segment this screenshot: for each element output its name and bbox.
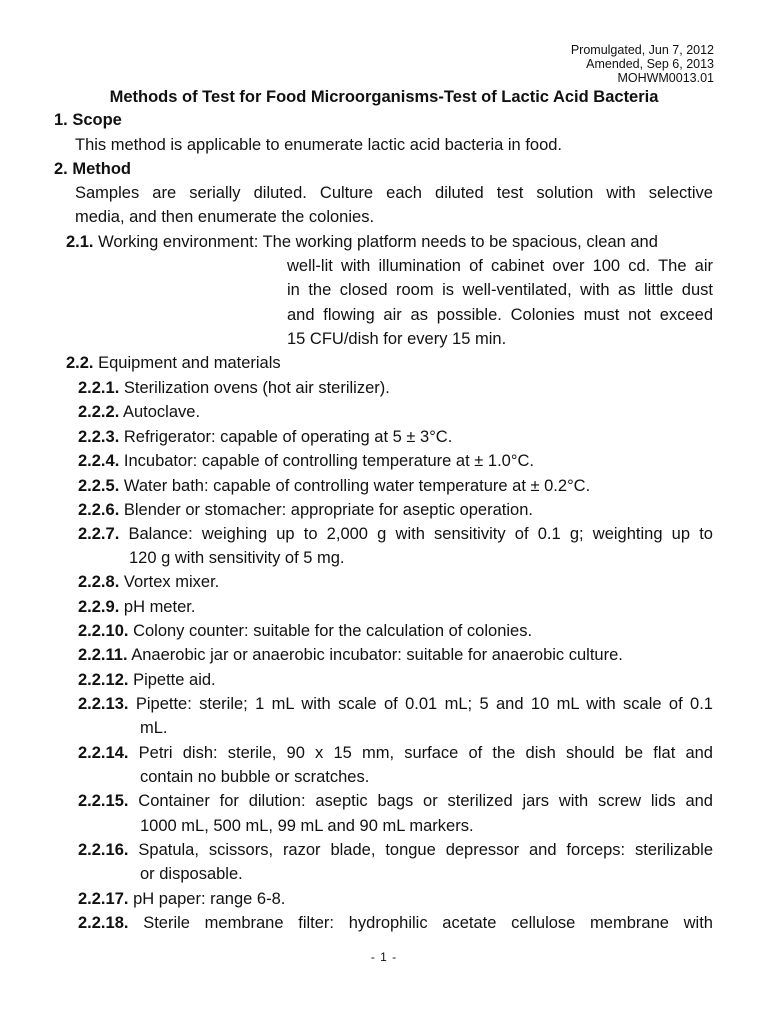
item-text: Sterilization ovens (hot air sterilizer). [123, 379, 390, 397]
item-number: 2.2.3. [78, 428, 120, 446]
item-text: Blender or stomacher: appropriate for aseptic operation. [123, 501, 533, 519]
list-item [78, 500, 533, 520]
list-item [78, 743, 713, 763]
list-item-continuation: or disposable. [140, 865, 243, 883]
item-number: 2.2. [66, 354, 94, 372]
list-item [78, 402, 200, 422]
item-number: 2.2.12. [78, 671, 129, 689]
item-number: 2.2.16. [78, 841, 129, 859]
item-number: 2.2.8. [78, 573, 120, 591]
amended-date: Amended, Sep 6, 2013 [586, 57, 714, 71]
list-item-continuation: contain no bubble or scratches. [140, 768, 370, 786]
item-number: 2.2.13. [78, 695, 129, 713]
document-title: Methods of Test for Food Microorganisms-Test of Lactic Acid Bacteria [109, 88, 659, 106]
document-header [571, 43, 714, 85]
list-item [78, 621, 532, 641]
item-number: 2.2.2. [78, 403, 120, 421]
list-item [78, 451, 534, 471]
item-text: Equipment and materials [98, 354, 281, 372]
list-item [78, 427, 452, 447]
list-item-continuation: mL. [140, 719, 168, 737]
item-text: pH paper: range 6-8. [133, 890, 286, 908]
working-environment-line: well-lit with illumination of cabinet over 100 cd. The air [287, 257, 713, 275]
list-item [78, 840, 713, 860]
item-text: Sterile membrane filter: hydrophilic acetate cellulose membrane with [143, 914, 713, 932]
item-text: Incubator: capable of controlling temperature at ± 1.0°C. [123, 452, 534, 470]
page-number: - 1 - [370, 950, 398, 964]
method-text-line: media, and then enumerate the colonies. [75, 208, 375, 226]
list-item [78, 597, 195, 617]
item-text: Working environment: The working platform needs to be spacious, clean and [98, 233, 658, 251]
item-text: Refrigerator: capable of operating at 5 ± 3°C. [123, 428, 453, 446]
list-item-continuation: 120 g with sensitivity of 5 mg. [129, 549, 345, 567]
list-item [78, 476, 590, 496]
list-item [78, 524, 713, 544]
item-text: Petri dish: sterile, 90 x 15 mm, surface of the dish should be flat and [138, 744, 713, 762]
list-item [78, 378, 390, 398]
section-heading-scope: 1. Scope [54, 111, 122, 129]
item-number: 2.2.14. [78, 744, 129, 762]
item-number: 2.2.9. [78, 598, 120, 616]
list-item [78, 670, 216, 690]
item-text: Balance: weighing up to 2,000 g with sensitivity of 0.1 g; weighting up to [128, 525, 713, 543]
item-text: Vortex mixer. [123, 573, 220, 591]
section-heading-method: 2. Method [54, 160, 131, 178]
item-number: 2.2.4. [78, 452, 120, 470]
item-number: 2.2.18. [78, 914, 129, 932]
list-item [78, 645, 623, 665]
scope-text: This method is applicable to enumerate lactic acid bacteria in food. [75, 136, 563, 154]
list-item [78, 572, 219, 592]
working-environment-line: in the closed room is well-ventilated, with as little dust [287, 281, 713, 299]
list-item [78, 913, 713, 933]
item-number: 2.1. [66, 233, 94, 251]
item-text: Colony counter: suitable for the calculation of colonies. [133, 622, 533, 640]
list-item [78, 791, 713, 811]
item-number: 2.2.15. [78, 792, 129, 810]
list-item [78, 889, 285, 909]
working-environment-line: and flowing air as possible. Colonies must not exceed [287, 306, 713, 324]
promulgated-date: Promulgated, Jun 7, 2012 [570, 43, 714, 57]
item-text: pH meter. [123, 598, 196, 616]
item-number: 2.2.11. [78, 646, 128, 664]
item-text: Anaerobic jar or anaerobic incubator: suitable for anaerobic culture. [131, 646, 623, 664]
item-text: Pipette: sterile; 1 mL with scale of 0.01 mL; 5 and 10 mL with scale of 0.1 [135, 695, 713, 713]
item-number: 2.2.10. [78, 622, 129, 640]
item-text: Water bath: capable of controlling water temperature at ± 0.2°C. [123, 477, 591, 495]
item-number: 2.2.1. [78, 379, 120, 397]
list-item-continuation: 1000 mL, 500 mL, 99 mL and 90 mL markers. [140, 817, 474, 835]
item-number: 2.2.6. [78, 501, 120, 519]
item-text: Container for dilution: aseptic bags or sterilized jars with screw lids and [138, 792, 713, 810]
item-text: Spatula, scissors, razor blade, tongue depressor and forceps: sterilizable [138, 841, 713, 859]
working-environment-paragraph [66, 232, 658, 252]
method-text-line: Samples are serially diluted. Culture each diluted test solution with selective [75, 184, 713, 202]
list-item [78, 694, 713, 714]
equipment-heading [66, 353, 281, 373]
working-environment-line: 15 CFU/dish for every 15 min. [287, 330, 507, 348]
item-number: 2.2.7. [78, 525, 120, 543]
item-text: Autoclave. [122, 403, 201, 421]
document-code: MOHWM0013.01 [617, 71, 714, 85]
item-number: 2.2.5. [78, 477, 120, 495]
item-text: Pipette aid. [133, 671, 216, 689]
item-number: 2.2.17. [78, 890, 129, 908]
